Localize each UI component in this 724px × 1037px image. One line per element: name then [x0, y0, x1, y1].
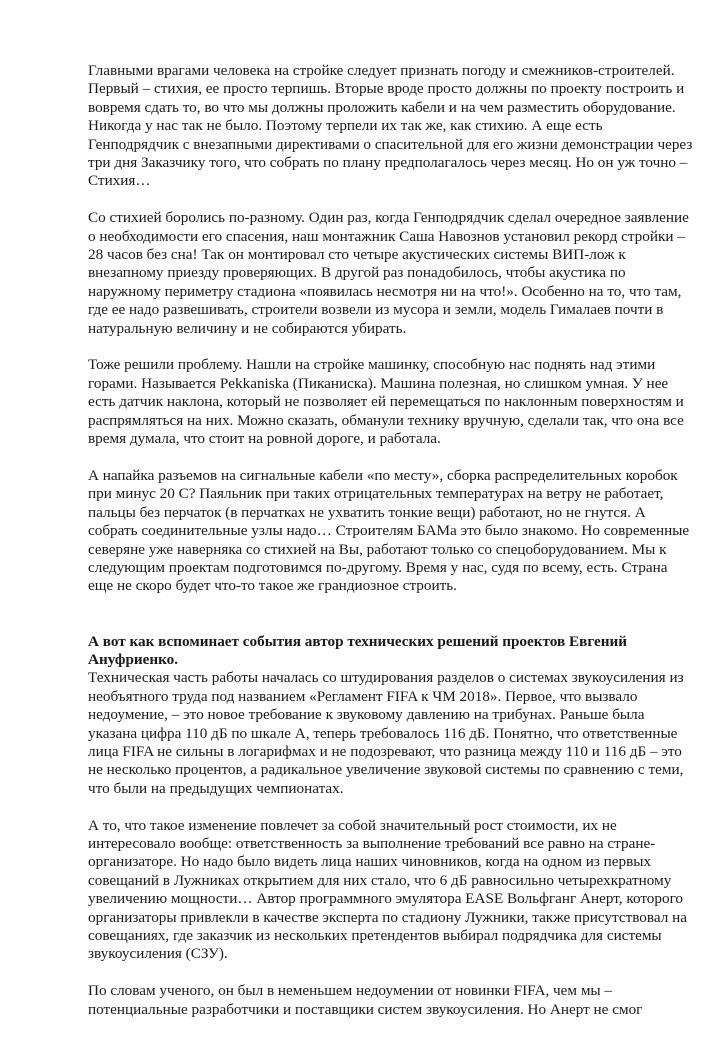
section-author-recollection: [88, 632, 684, 799]
text-line: По словам ученого, он был в неменьшем недоумении от новинки FIFA, чем мы –: [88, 982, 613, 1000]
text-line: Генподрядчик с внезапными директивами о спасительной для его жизни демонстрации через: [88, 135, 693, 153]
text-line: северяне уже наверняка со стихией на Вы, работают только со спецоборудованием. Мы к: [88, 540, 667, 558]
text-line: необъятного труда под названием «Регламент FIFA к ЧМ 2018». Первое, что вызвало: [88, 687, 638, 705]
document-page: [88, 62, 693, 1037]
text-line: звукоусиления (СЗУ).: [88, 945, 228, 963]
paragraph-ahnert: [88, 982, 652, 1019]
text-line: еще не скоро будет что-то такое же грандиозное строить.: [88, 577, 457, 595]
text-line: натуральную величину и не собираются убирать.: [88, 319, 407, 337]
text-line: совещаниях, где заказчик из нескольких претендентов выбирал подрядчика для системы: [88, 927, 662, 944]
text-line: собрать соединительные узлы надо… Строителям БАМа это было знакомо. Но современные: [88, 522, 690, 540]
text-line: Стихия…: [88, 172, 151, 190]
text-line: потенциальные разработчики и поставщики систем звукоусиления. Но Анерт не смог: [88, 1000, 643, 1018]
text-line: недоумение, – это новое требование к звуковому давлению на трибунах. Раньше была: [88, 706, 645, 724]
text-line: три дня Заказчику того, что собрать по плану предполагалось через месяц. Но он уж точно –: [88, 154, 688, 172]
text-line: при минус 20 С? Паяльник при таких отрицательных температурах на ветру не работает,: [88, 485, 664, 503]
paragraph-soldering: [88, 466, 690, 596]
text-line: Первый – стихия, ее просто терпишь. Вторые вроде просто должны по проекту построить и: [88, 80, 685, 98]
text-line: Техническая часть работы началась со штудирования разделов о системах звукоусиления из: [88, 669, 684, 687]
text-line: что были на предыдущих чемпионатах.: [88, 779, 344, 797]
text-line: пальцы без перчаток (в перчатках не ухватить тонкие вещи) работают, но не гнутся. А: [88, 503, 646, 521]
section-spacer: [88, 614, 652, 632]
text-line: следующим проектам подготовимся по-другому. Время у нас, судя по всему, есть. Страна: [88, 558, 668, 576]
paragraph-weather-and-builders: [88, 62, 693, 191]
text-line: не несколько процентов, а радикальное увеличение звуковой системы по сравнению с теми,: [88, 761, 684, 779]
text-line: внезапному приезду проверяющих. В другой раз понадобилось, чтобы акустика по: [88, 264, 626, 282]
section-heading-line: Ануфриенко.: [88, 650, 179, 668]
text-line: время думала, что стоит на ровной дороге, и работала.: [88, 430, 441, 448]
text-line: организаторы привлекли в качестве эксперта по стадиону Лужники, также присутствовал на: [88, 908, 687, 926]
text-line: горами. Называется Pekkaniska (Пиканиска). Машина полезная, но слишком умная. У нее: [88, 374, 669, 392]
text-line: Главными врагами человека на стройке следует признать погоду и смежников-строителей.: [88, 62, 675, 79]
text-line: Никогда у нас так не было. Поэтому терпели их так же, как стихию. А еще есть: [88, 117, 603, 135]
section-heading-line: А вот как вспоминает события автор технических решений проектов Евгений: [88, 632, 628, 650]
text-line: где ее надо развешивать, строители возвели из мусора и земли, модель Гималаев почти в: [88, 301, 664, 319]
text-line: увеличению мощности… Автор программного эмулятора EASE Вольфганг Анерт, которого: [88, 890, 684, 908]
text-line: интересовало вообще: ответственность за выполнение требований все равно на стране-: [88, 834, 656, 852]
text-line: распрямляться на них. Можно сказать, обманули технику вручную, сделали так, что она все: [88, 411, 684, 429]
paragraph-fighting-elements: [88, 209, 689, 338]
text-line: о необходимости его спасения, наш монтажник Саша Навознов установил рекорд стройки –: [88, 227, 685, 245]
text-line: Со стихией боролись по-разному. Один раз, когда Генподрядчик сделал очередное заявление: [88, 209, 689, 227]
paragraph-cost-increase: [88, 816, 687, 964]
text-line: Тоже решили проблему. Нашли на стройке машинку, способную нас поднять над этими: [88, 356, 656, 374]
text-line: наружному периметру стадиона «появилась несмотря ни на что!». Особенно на то, что там,: [88, 282, 682, 300]
text-line: вовремя сдать то, во что мы должны проложить кабели и на чем разместить оборудование.: [88, 98, 676, 116]
text-line: совещаний в Лужниках открытием для них стало, что 6 дБ равносильно четырехкратному: [88, 871, 672, 889]
text-line: 28 часов без сна! Так он монтировал сто четыре акустических системы ВИП-лож к: [88, 246, 626, 264]
paragraph-pekkaniska: [88, 356, 684, 448]
text-line: А напайка разъемов на сигнальные кабели «по месту», сборка распределительных коробок: [88, 466, 678, 484]
text-line: А то, что такое изменение повлечет за собой значительный рост стоимости, их не: [88, 816, 617, 834]
text-line: лица FIFA не сильны в логарифмах и не подозревают, что разница между 110 и 116 дБ – это: [88, 742, 682, 760]
text-line: организаторе. Но надо было видеть лица наших чиновников, когда на одном из первых: [88, 853, 652, 871]
text-line: есть датчик наклона, который не позволяет ей перемещаться по наклонным поверхностям и: [88, 393, 684, 411]
text-line: указана цифра 110 дБ по шкале А, теперь требовалось 116 дБ. Понятно, что ответственные: [88, 724, 678, 742]
